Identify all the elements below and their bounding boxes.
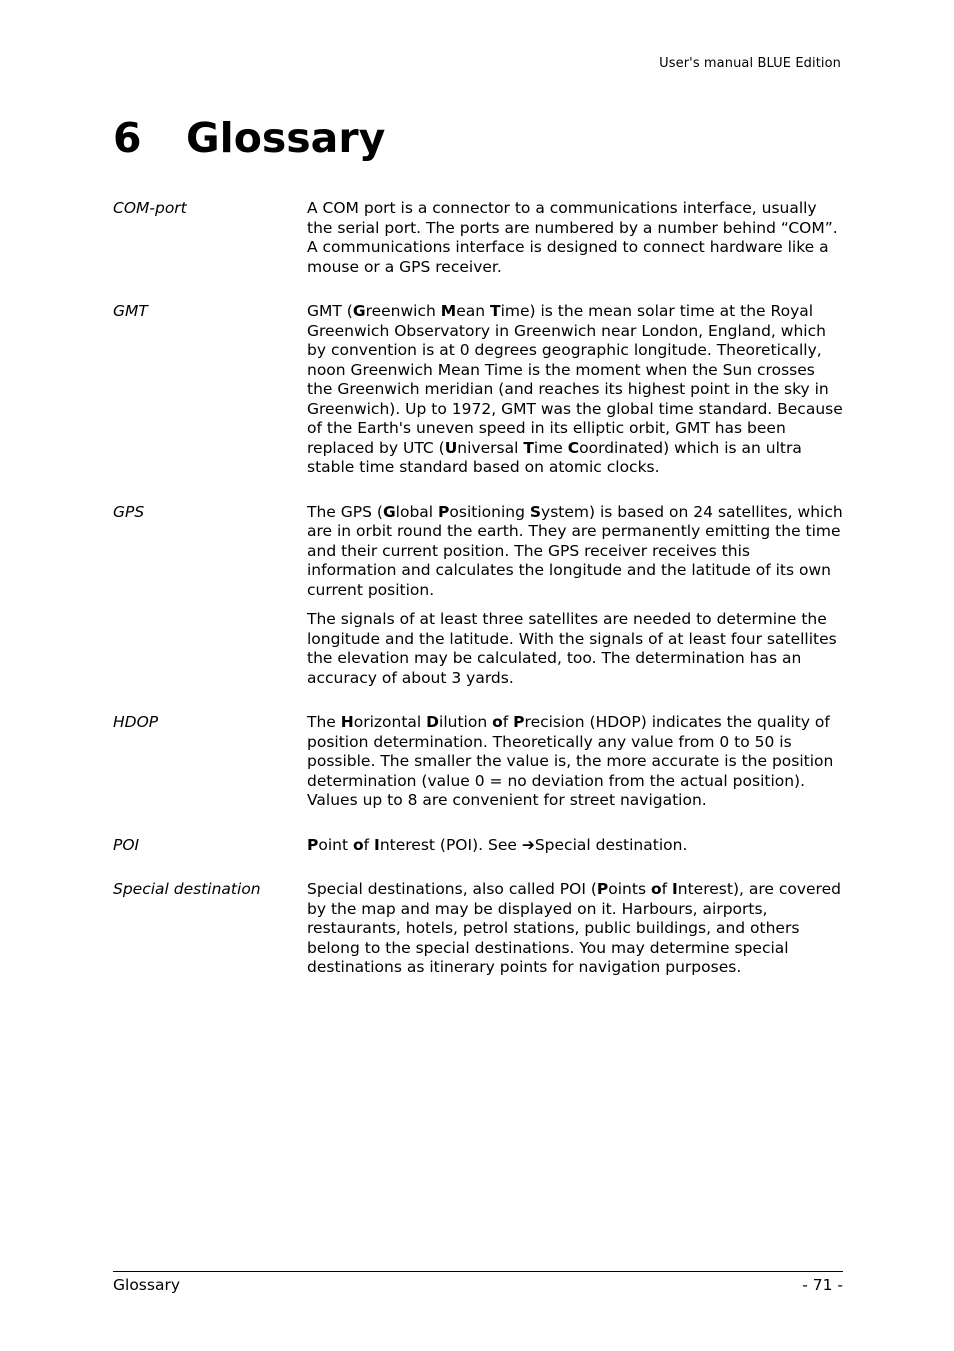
chapter-title-text: Glossary [186, 114, 386, 162]
definition-text: oordinated) which is an ultra stable time standard based on atomic clocks. [307, 438, 802, 476]
chapter-number: 6 [113, 114, 142, 162]
definition-text: niversal [457, 438, 524, 457]
running-header: User's manual BLUE Edition [659, 56, 841, 71]
definition-paragraph [307, 880, 843, 978]
glossary-entry-com-port [113, 199, 843, 277]
chapter-title [113, 110, 385, 166]
definition-text: f [661, 880, 672, 898]
acronym-letter: U [444, 438, 458, 457]
definition-text: ime) is the mean solar time at the Royal Greenwich Observatory in Greenwich near London, England, which by convention is at 0 degrees geographic longitude. Theoretically, noon Greenwich Mean Time is the moment when the Sun crosses the Greenwich meridian (and reaches its highest point in the sky in Greenwich). Up to 1972, GMT was the global time standard. Because of the Earth's uneven speed in its elliptic orbit, GMT has been replaced by UTC ( [307, 302, 843, 457]
definition-text: The signals of at least three satellites are needed to determine the longitude and the latitude. With the signals of at least four satellites the elevation may be calculated, too. The determination has an accuracy of about 3 yards. [307, 610, 837, 687]
definition-text: reenwich [365, 302, 441, 320]
definition-paragraph [307, 199, 843, 277]
glossary-term: HDOP [113, 713, 159, 731]
acronym-letter: I [672, 880, 678, 898]
glossary-definition [307, 880, 843, 978]
page-number: - 71 - [802, 1276, 843, 1294]
definition-text: orizontal [353, 713, 427, 731]
definition-text: ystem) is based on 24 satellites, which are in orbit round the earth. They are permanently emitting the time and their current position. The GPS receiver receives this information and calculates the longitude and the latitude of its own current position. [307, 502, 843, 599]
acronym-letter: G [382, 502, 396, 521]
definition-text: recision (HDOP) indicates the quality of position determination. Theoretically any value from 0 to 50 is possible. The smaller the value is, the more accurate is the position determination (value 0 = no deviation from the actual position). Values up to 8 are convenient for street navigation. [307, 713, 834, 809]
glossary-term: POI [113, 835, 140, 854]
glossary-term: GMT [113, 302, 148, 320]
acronym-letter: S [529, 502, 542, 521]
definition-text: The [307, 713, 341, 731]
definition-text: The GPS ( [307, 502, 383, 521]
acronym-letter: D [426, 713, 440, 731]
definition-text: oints [608, 880, 651, 898]
glossary-list [113, 199, 843, 1003]
definition-paragraph [307, 302, 843, 478]
definition-text: nterest (POI). See [379, 835, 522, 854]
definition-text: ean [456, 302, 490, 320]
definition-text: nterest), are covered by the map and may be displayed on it. Harbours, airports, restaurants, hotels, petrol stations, public buildings, and others belong to the special destinations. You may determine special destinations as itinerary points for navigation purposes. [307, 880, 841, 976]
acronym-letter: T [489, 302, 501, 320]
glossary-entry-gmt [113, 302, 843, 478]
definition-paragraph [307, 610, 843, 688]
definition-text: f [502, 713, 514, 731]
glossary-term: COM-port [113, 199, 187, 217]
definition-text: ilution [439, 713, 493, 731]
definition-paragraph [307, 713, 843, 811]
glossary-entry-hdop [113, 713, 843, 811]
definition-text: ositioning [449, 502, 530, 521]
glossary-definition [307, 199, 843, 277]
definition-text: f [363, 835, 375, 854]
acronym-letter: P [596, 880, 609, 898]
definition-text: A COM port is a connector to a communications interface, usually the serial port. The ports are numbered by a number behind “COM”. A communications interface is designed to connect hardware like a mouse or a GPS receiver. [307, 199, 838, 276]
definition-text: ime [533, 438, 568, 457]
glossary-definition [307, 713, 843, 811]
page-footer [113, 1271, 843, 1295]
glossary-entry-special-destination [113, 880, 843, 978]
glossary-term: Special destination [113, 880, 261, 898]
glossary-entry-gps [113, 503, 843, 689]
glossary-term: GPS [113, 502, 145, 521]
acronym-letter: o [492, 713, 503, 731]
glossary-definition [307, 836, 843, 856]
acronym-letter: M [440, 302, 457, 320]
acronym-letter: C [567, 438, 580, 457]
definition-text: GMT ( [307, 302, 353, 320]
cross-reference-arrow-icon: ➔ [521, 835, 535, 854]
acronym-letter: P [438, 502, 450, 521]
acronym-letter: G [352, 302, 366, 320]
cross-reference-link[interactable]: Special destination. [534, 835, 688, 854]
definition-paragraph [307, 503, 843, 601]
acronym-letter: o [650, 880, 662, 898]
acronym-letter: o [353, 835, 364, 854]
glossary-definition [307, 302, 843, 478]
acronym-letter: H [340, 713, 354, 731]
definition-paragraph [307, 836, 843, 856]
acronym-letter: T [523, 438, 534, 457]
glossary-entry-poi [113, 836, 843, 856]
definition-text: Special destinations, also called POI ( [307, 880, 597, 898]
glossary-definition [307, 503, 843, 689]
acronym-letter: P [513, 713, 525, 731]
acronym-letter: P [307, 835, 319, 854]
definition-text: oint [318, 835, 353, 854]
definition-text: lobal [395, 502, 439, 521]
footer-section-title: Glossary [113, 1276, 180, 1294]
acronym-letter: I [374, 835, 380, 854]
